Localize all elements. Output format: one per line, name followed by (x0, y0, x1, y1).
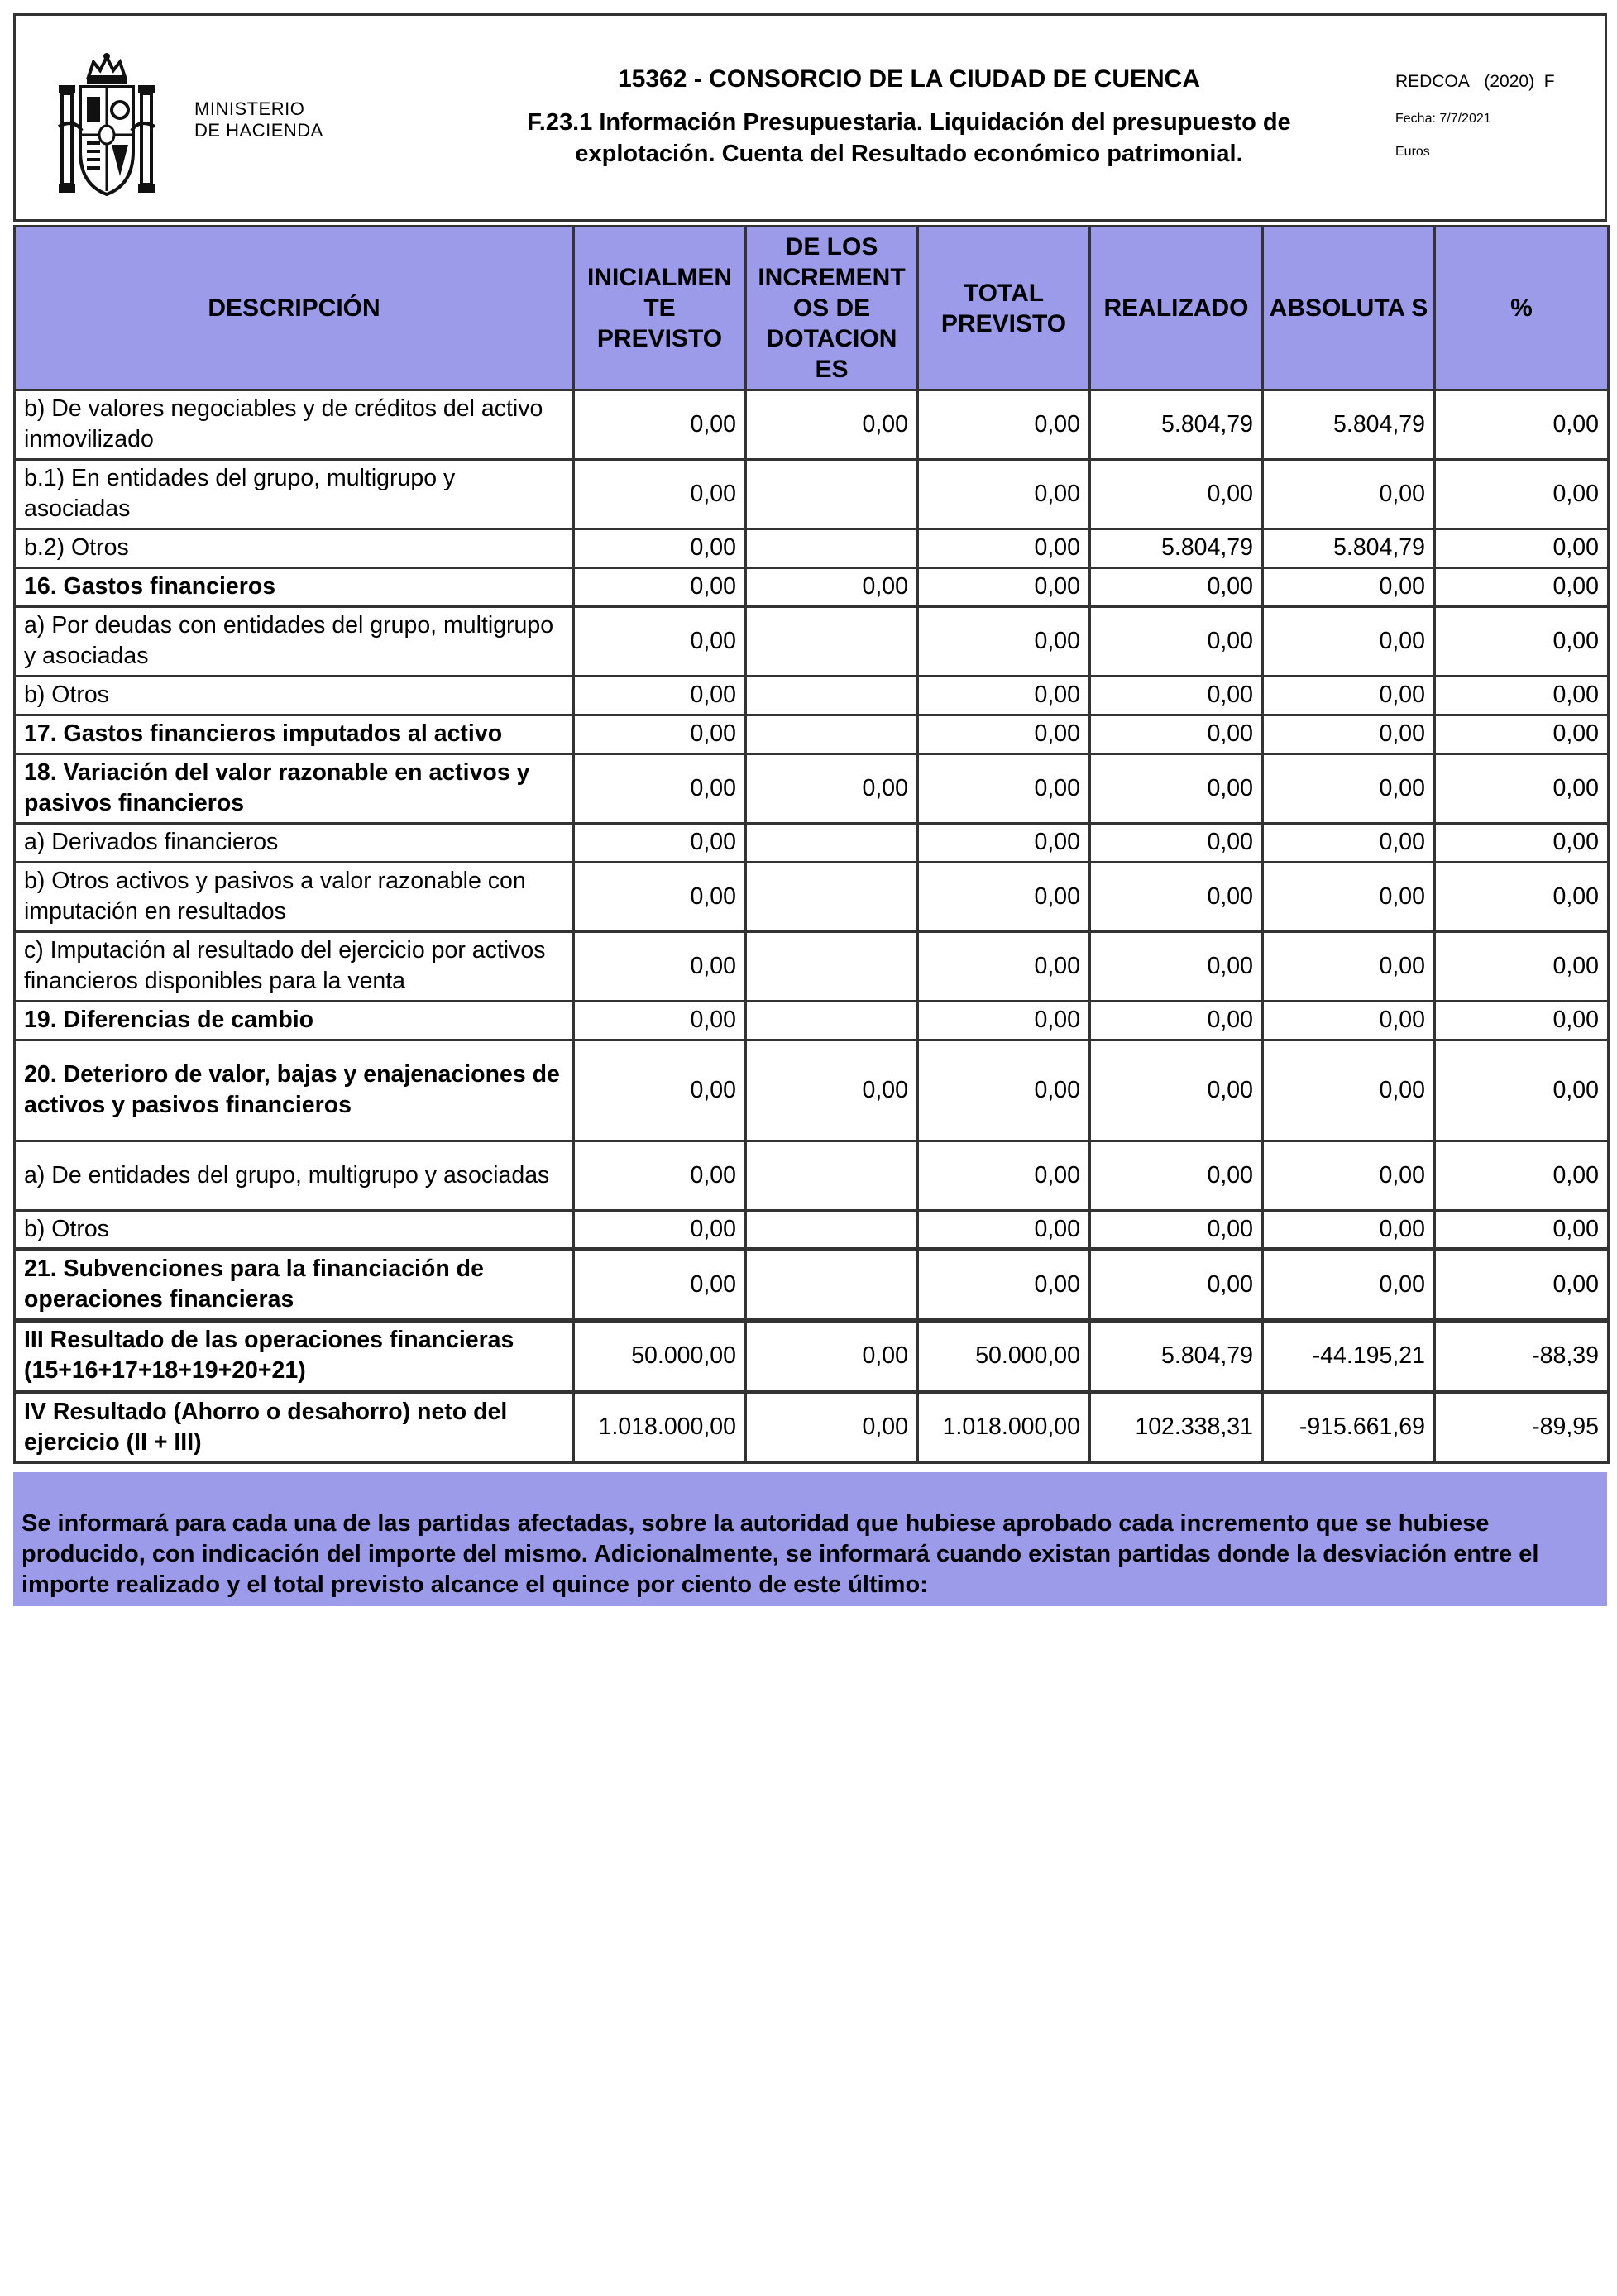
col-header-realizado: REALIZADO (1090, 227, 1263, 390)
cell-total: 0,00 (918, 568, 1090, 607)
cell-inicial: 0,00 (574, 1141, 746, 1211)
cell-pct: 0,00 (1435, 390, 1609, 460)
cell-total: 0,00 (918, 754, 1090, 824)
cell-pct: 0,00 (1435, 607, 1609, 677)
cell-desc: 21. Subvenciones para la financiación de operaciones financieras (15, 1250, 574, 1321)
col-header-pct: % (1435, 227, 1609, 390)
cell-realizado: 0,00 (1090, 460, 1263, 529)
table-row (15, 1321, 1609, 1392)
cell-pct: 0,00 (1435, 715, 1609, 754)
cell-incrementos (746, 715, 918, 754)
table-row (15, 677, 1609, 715)
cell-incrementos (746, 1250, 918, 1321)
cell-absolutas: 5.804,79 (1263, 390, 1435, 460)
cell-inicial: 0,00 (574, 863, 746, 932)
col-header-incrementos: DE LOS INCREMENT OS DE DOTACION ES (746, 227, 918, 390)
cell-realizado: 0,00 (1090, 824, 1263, 863)
cell-total: 0,00 (918, 390, 1090, 460)
redcoa-line (1395, 72, 1555, 92)
col-header-descripcion: DESCRIPCIÓN (15, 227, 574, 390)
cell-absolutas: 0,00 (1263, 1002, 1435, 1040)
cell-total: 50.000,00 (918, 1321, 1090, 1392)
cell-pct: 0,00 (1435, 1141, 1609, 1211)
cell-pct: 0,00 (1435, 1211, 1609, 1250)
footer-note: Se informará para cada una de las partidas afectadas, sobre la autoridad que hubiese aprobado cada incremento que se hubiese producido, con indicación del importe del mismo. Adicionalmente, se informará cuando existan partidas donde la desviación entre el importe realizado y el total previsto alcance el quince por ciento de este último: (13, 1472, 1607, 1606)
cell-inicial: 0,00 (574, 1250, 746, 1321)
cell-desc: a) Por deudas con entidades del grupo, multigrupo y asociadas (15, 607, 574, 677)
report-status: F (1543, 72, 1555, 91)
cell-incrementos (746, 677, 918, 715)
ministry-name (194, 98, 323, 141)
cell-pct: 0,00 (1435, 932, 1609, 1002)
cell-desc: a) Derivados financieros (15, 824, 574, 863)
budget-table (13, 225, 1610, 1464)
cell-desc: b) De valores negociables y de créditos del activo inmovilizado (15, 390, 574, 460)
cell-inicial: 0,00 (574, 677, 746, 715)
table-row (15, 607, 1609, 677)
cell-incrementos (746, 1211, 918, 1250)
table-row (15, 568, 1609, 607)
cell-absolutas: 5.804,79 (1263, 529, 1435, 568)
cell-incrementos (746, 1002, 918, 1040)
cell-realizado: 0,00 (1090, 863, 1263, 932)
cell-inicial: 0,00 (574, 460, 746, 529)
cell-realizado: 0,00 (1090, 754, 1263, 824)
cell-pct: 0,00 (1435, 460, 1609, 529)
cell-absolutas: 0,00 (1263, 824, 1435, 863)
cell-realizado: 0,00 (1090, 677, 1263, 715)
cell-absolutas: 0,00 (1263, 715, 1435, 754)
ministry-line-1: MINISTERIO (194, 98, 305, 119)
table-row (15, 1141, 1609, 1211)
cell-total: 0,00 (918, 1141, 1090, 1211)
cell-pct: 0,00 (1435, 1002, 1609, 1040)
table-row (15, 1392, 1609, 1463)
cell-desc: 19. Diferencias de cambio (15, 1002, 574, 1040)
cell-realizado: 0,00 (1090, 932, 1263, 1002)
cell-incrementos: 0,00 (746, 568, 918, 607)
cell-desc: b.2) Otros (15, 529, 574, 568)
cell-desc: IV Resultado (Ahorro o desahorro) neto del ejercicio (II + III) (15, 1392, 574, 1463)
cell-inicial: 0,00 (574, 1040, 746, 1141)
col-header-inicial: INICIALMEN TE PREVISTO (574, 227, 746, 390)
cell-inicial: 0,00 (574, 1211, 746, 1250)
cell-desc: 16. Gastos financieros (15, 568, 574, 607)
cell-desc: a) De entidades del grupo, multigrupo y asociadas (15, 1141, 574, 1211)
cell-total: 0,00 (918, 1250, 1090, 1321)
cell-total: 0,00 (918, 460, 1090, 529)
table-row (15, 754, 1609, 824)
cell-realizado: 5.804,79 (1090, 390, 1263, 460)
cell-incrementos: 0,00 (746, 1321, 918, 1392)
report-header (13, 13, 1607, 222)
cell-absolutas: 0,00 (1263, 568, 1435, 607)
table-row (15, 1211, 1609, 1250)
cell-total: 0,00 (918, 529, 1090, 568)
cell-realizado: 0,00 (1090, 1002, 1263, 1040)
cell-desc: 18. Variación del valor razonable en activos y pasivos financieros (15, 754, 574, 824)
table-row (15, 390, 1609, 460)
cell-pct: -89,95 (1435, 1392, 1609, 1463)
col-header-total: TOTAL PREVISTO (918, 227, 1090, 390)
cell-total: 1.018.000,00 (918, 1392, 1090, 1463)
cell-inicial: 0,00 (574, 529, 746, 568)
cell-absolutas: 0,00 (1263, 1250, 1435, 1321)
cell-realizado: 0,00 (1090, 568, 1263, 607)
cell-desc: b) Otros activos y pasivos a valor razonable con imputación en resultados (15, 863, 574, 932)
cell-pct: 0,00 (1435, 1250, 1609, 1321)
cell-incrementos: 0,00 (746, 390, 918, 460)
cell-total: 0,00 (918, 863, 1090, 932)
cell-realizado: 0,00 (1090, 1141, 1263, 1211)
report-currency: Euros (1395, 145, 1430, 159)
cell-incrementos (746, 863, 918, 932)
cell-incrementos (746, 529, 918, 568)
cell-incrementos (746, 932, 918, 1002)
cell-inicial: 0,00 (574, 390, 746, 460)
cell-inicial: 0,00 (574, 932, 746, 1002)
cell-absolutas: -915.661,69 (1263, 1392, 1435, 1463)
cell-incrementos: 0,00 (746, 1392, 918, 1463)
table-row (15, 824, 1609, 863)
cell-total: 0,00 (918, 932, 1090, 1002)
cell-absolutas: 0,00 (1263, 932, 1435, 1002)
cell-incrementos (746, 824, 918, 863)
cell-realizado: 0,00 (1090, 607, 1263, 677)
cell-absolutas: 0,00 (1263, 1141, 1435, 1211)
cell-pct: -88,39 (1435, 1321, 1609, 1392)
table-row (15, 1250, 1609, 1321)
cell-realizado: 0,00 (1090, 1040, 1263, 1141)
cell-pct: 0,00 (1435, 863, 1609, 932)
cell-incrementos: 0,00 (746, 754, 918, 824)
cell-inicial: 0,00 (574, 754, 746, 824)
cell-total: 0,00 (918, 1002, 1090, 1040)
col-header-absolutas: ABSOLUTA S (1263, 227, 1435, 390)
cell-incrementos (746, 460, 918, 529)
cell-desc: c) Imputación al resultado del ejercicio por activos financieros disponibles para la venta (15, 932, 574, 1002)
report-title: 15362 - CONSORCIO DE LA CIUDAD DE CUENCA (618, 65, 1200, 93)
cell-realizado: 102.338,31 (1090, 1392, 1263, 1463)
cell-absolutas: 0,00 (1263, 754, 1435, 824)
cell-inicial: 50.000,00 (574, 1321, 746, 1392)
cell-desc: b.1) En entidades del grupo, multigrupo y asociadas (15, 460, 574, 529)
report-subtitle (479, 107, 1339, 170)
table-row (15, 932, 1609, 1002)
table-row (15, 863, 1609, 932)
cell-pct: 0,00 (1435, 529, 1609, 568)
cell-total: 0,00 (918, 677, 1090, 715)
table-row (15, 529, 1609, 568)
cell-pct: 0,00 (1435, 1040, 1609, 1141)
cell-inicial: 0,00 (574, 824, 746, 863)
table-row (15, 460, 1609, 529)
cell-realizado: 0,00 (1090, 1211, 1263, 1250)
cell-realizado: 5.804,79 (1090, 529, 1263, 568)
cell-inicial: 0,00 (574, 715, 746, 754)
cell-realizado: 5.804,79 (1090, 1321, 1263, 1392)
report-year: (2020) (1484, 72, 1535, 91)
cell-desc: 20. Deterioro de valor, bajas y enajenaciones de activos y pasivos financieros (15, 1040, 574, 1141)
table-row (15, 1040, 1609, 1141)
cell-absolutas: 0,00 (1263, 607, 1435, 677)
cell-absolutas: -44.195,21 (1263, 1321, 1435, 1392)
redcoa-label: REDCOA (1395, 72, 1470, 91)
cell-total: 0,00 (918, 607, 1090, 677)
cell-total: 0,00 (918, 1211, 1090, 1250)
cell-desc: b) Otros (15, 677, 574, 715)
ministry-line-2: DE HACIENDA (194, 120, 323, 141)
cell-realizado: 0,00 (1090, 1250, 1263, 1321)
cell-absolutas: 0,00 (1263, 1211, 1435, 1250)
cell-pct: 0,00 (1435, 677, 1609, 715)
cell-absolutas: 0,00 (1263, 863, 1435, 932)
cell-desc: III Resultado de las operaciones financieras (15+16+17+18+19+20+21) (15, 1321, 574, 1392)
table-row (15, 715, 1609, 754)
cell-incrementos: 0,00 (746, 1040, 918, 1141)
cell-total: 0,00 (918, 824, 1090, 863)
cell-inicial: 0,00 (574, 607, 746, 677)
cell-inicial: 0,00 (574, 1002, 746, 1040)
coat-of-arms-icon (57, 52, 156, 201)
cell-desc: 17. Gastos financieros imputados al activo (15, 715, 574, 754)
cell-desc: b) Otros (15, 1211, 574, 1250)
cell-incrementos (746, 607, 918, 677)
cell-absolutas: 0,00 (1263, 677, 1435, 715)
table-header-row (15, 227, 1609, 390)
cell-incrementos (746, 1141, 918, 1211)
cell-inicial: 1.018.000,00 (574, 1392, 746, 1463)
report-date: Fecha: 7/7/2021 (1395, 112, 1491, 126)
cell-total: 0,00 (918, 715, 1090, 754)
cell-absolutas: 0,00 (1263, 1040, 1435, 1141)
report-subtitle-line-2: explotación. Cuenta del Resultado económico patrimonial. (575, 141, 1243, 167)
cell-pct: 0,00 (1435, 568, 1609, 607)
table-row (15, 1002, 1609, 1040)
cell-absolutas: 0,00 (1263, 460, 1435, 529)
cell-pct: 0,00 (1435, 824, 1609, 863)
report-subtitle-line-1: F.23.1 Información Presupuestaria. Liquidación del presupuesto de (527, 109, 1291, 136)
cell-inicial: 0,00 (574, 568, 746, 607)
cell-pct: 0,00 (1435, 754, 1609, 824)
cell-realizado: 0,00 (1090, 715, 1263, 754)
cell-total: 0,00 (918, 1040, 1090, 1141)
